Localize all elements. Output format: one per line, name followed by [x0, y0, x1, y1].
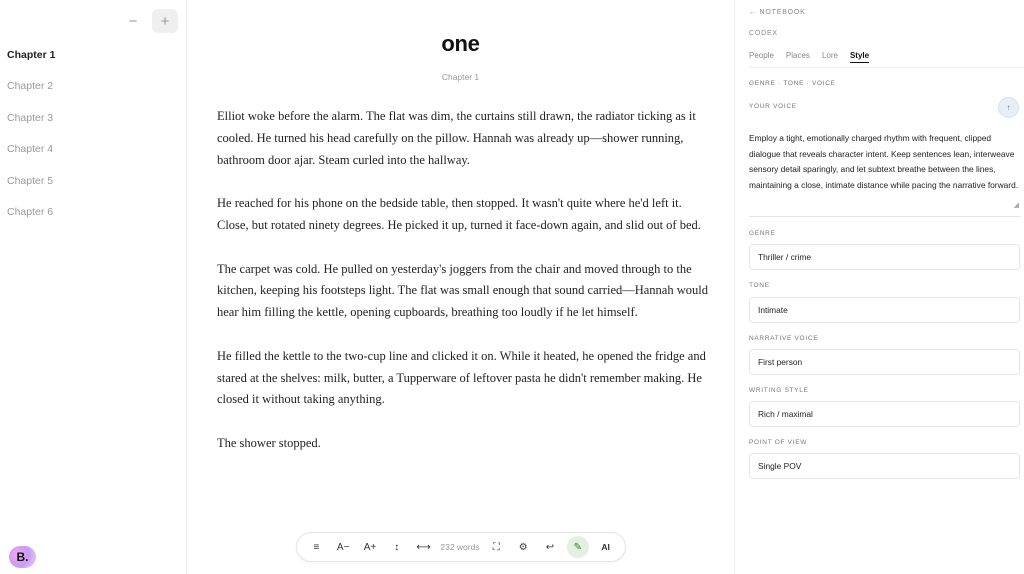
chapter-sidebar [0, 0, 187, 574]
section-title: GENRE · TONE · VOICE [749, 80, 836, 87]
undo-icon[interactable]: ↩ [545, 541, 555, 553]
back-to-notebook-link[interactable]: ← NOTEBOOK [749, 9, 806, 16]
plus-icon[interactable]: + [152, 9, 178, 33]
paragraph[interactable]: He reached for his phone on the bedside table, then stopped. It wasn't quite where he'd left it. Close, but rotated ninety degrees. He picked it up, turned it face-down again, and slid out of bed. [217, 196, 701, 232]
width-icon[interactable]: ⟷ [416, 541, 431, 553]
narrative-voice-field[interactable]: First person [749, 349, 1020, 375]
chapter-item[interactable]: Chapter 4 [7, 143, 54, 156]
codex-label: CODEX [749, 30, 778, 37]
editor [188, 0, 733, 574]
codex-tabs [749, 51, 869, 63]
pen-icon[interactable]: ✎ [567, 536, 589, 558]
genre-field[interactable]: Thriller / crime [749, 244, 1020, 270]
point-of-view-field[interactable]: Single POV [749, 453, 1020, 479]
menu-icon[interactable]: ≡ [313, 541, 320, 553]
editor-toolbar [296, 532, 626, 562]
chapter-item[interactable]: Chapter 1 [7, 49, 56, 61]
settings-icon[interactable]: ⚙ [518, 541, 528, 553]
genre-label: GENRE [749, 230, 776, 237]
tone-field[interactable]: Intimate [749, 297, 1020, 323]
paragraph[interactable]: He filled the kettle to the two-cup line and clicked it on. While it heated, he opened the fridge and stared at the shelves: milk, butter, a Tupperware of leftover pasta he didn't remember making. He closed it without taking anything. [217, 348, 706, 407]
fullscreen-icon[interactable]: ⛶ [492, 541, 500, 553]
tab-lore[interactable]: Lore [821, 51, 838, 60]
tone-label: TONE [749, 282, 770, 289]
paragraph[interactable]: Elliot woke before the alarm. The flat was dim, the curtains still drawn, the radiator ticking as it cooled. He turned his head carefully on the pillow. Hannah was already up—shower running, bathroom door ajar. Steam curled into the hallway. [217, 109, 696, 167]
chapter-item[interactable]: Chapter 5 [7, 174, 54, 187]
writing-style-label: WRITING STYLE [749, 387, 809, 394]
document-body[interactable] [217, 106, 709, 477]
brand-logo[interactable]: B. [9, 546, 36, 568]
minus-icon[interactable]: − [128, 12, 138, 30]
font-smaller-button[interactable]: A− [336, 541, 350, 553]
document-subtitle: Chapter 1 [441, 72, 480, 82]
chapter-item[interactable]: Chapter 2 [7, 80, 54, 93]
document-title[interactable]: one [441, 31, 480, 56]
point-of-view-label: POINT OF VIEW [749, 439, 808, 446]
arrow-up-icon[interactable]: ↑ [998, 97, 1019, 118]
ai-button[interactable]: AI [601, 542, 610, 552]
resize-handle-icon[interactable]: ◢ [1013, 202, 1019, 210]
narrative-voice-label: NARRATIVE VOICE [749, 335, 819, 342]
your-voice-label: YOUR VOICE [749, 103, 797, 110]
tabs-divider [749, 67, 1024, 68]
chapter-item[interactable]: Chapter 6 [7, 205, 54, 218]
sidebar-controls [120, 9, 178, 33]
chapter-item[interactable]: Chapter 3 [7, 111, 54, 124]
line-height-icon[interactable]: ↕ [394, 541, 400, 553]
voice-text: Employ a tight, emotionally charged rhythm with frequent, clipped dialogue that reveals character intent. Keep sentences lean, interweave sensory detail sparingly, and let subtext breathe between the lines, maintaining a close, intimate distance while pacing the narrative forward. [749, 133, 1019, 191]
chapter-list [7, 46, 55, 234]
word-count: 232 words [440, 542, 480, 552]
font-larger-button[interactable]: A+ [363, 541, 377, 553]
voice-textarea[interactable] [749, 131, 1021, 217]
tab-people[interactable]: People [749, 51, 774, 60]
paragraph[interactable]: The carpet was cold. He pulled on yesterday's joggers from the chair and moved through to the kitchen, keeping his footsteps light. The flat was small enough that sound carried—Hannah would hear him filling the kettle, opening cupboards, breathing too loudly if he let himself. [217, 261, 708, 320]
tab-style[interactable]: Style [850, 51, 869, 63]
tab-places[interactable]: Places [785, 51, 810, 60]
writing-style-field[interactable]: Rich / maximal [749, 401, 1020, 427]
codex-panel [734, 0, 1024, 574]
paragraph[interactable]: The shower stopped. [217, 435, 321, 450]
